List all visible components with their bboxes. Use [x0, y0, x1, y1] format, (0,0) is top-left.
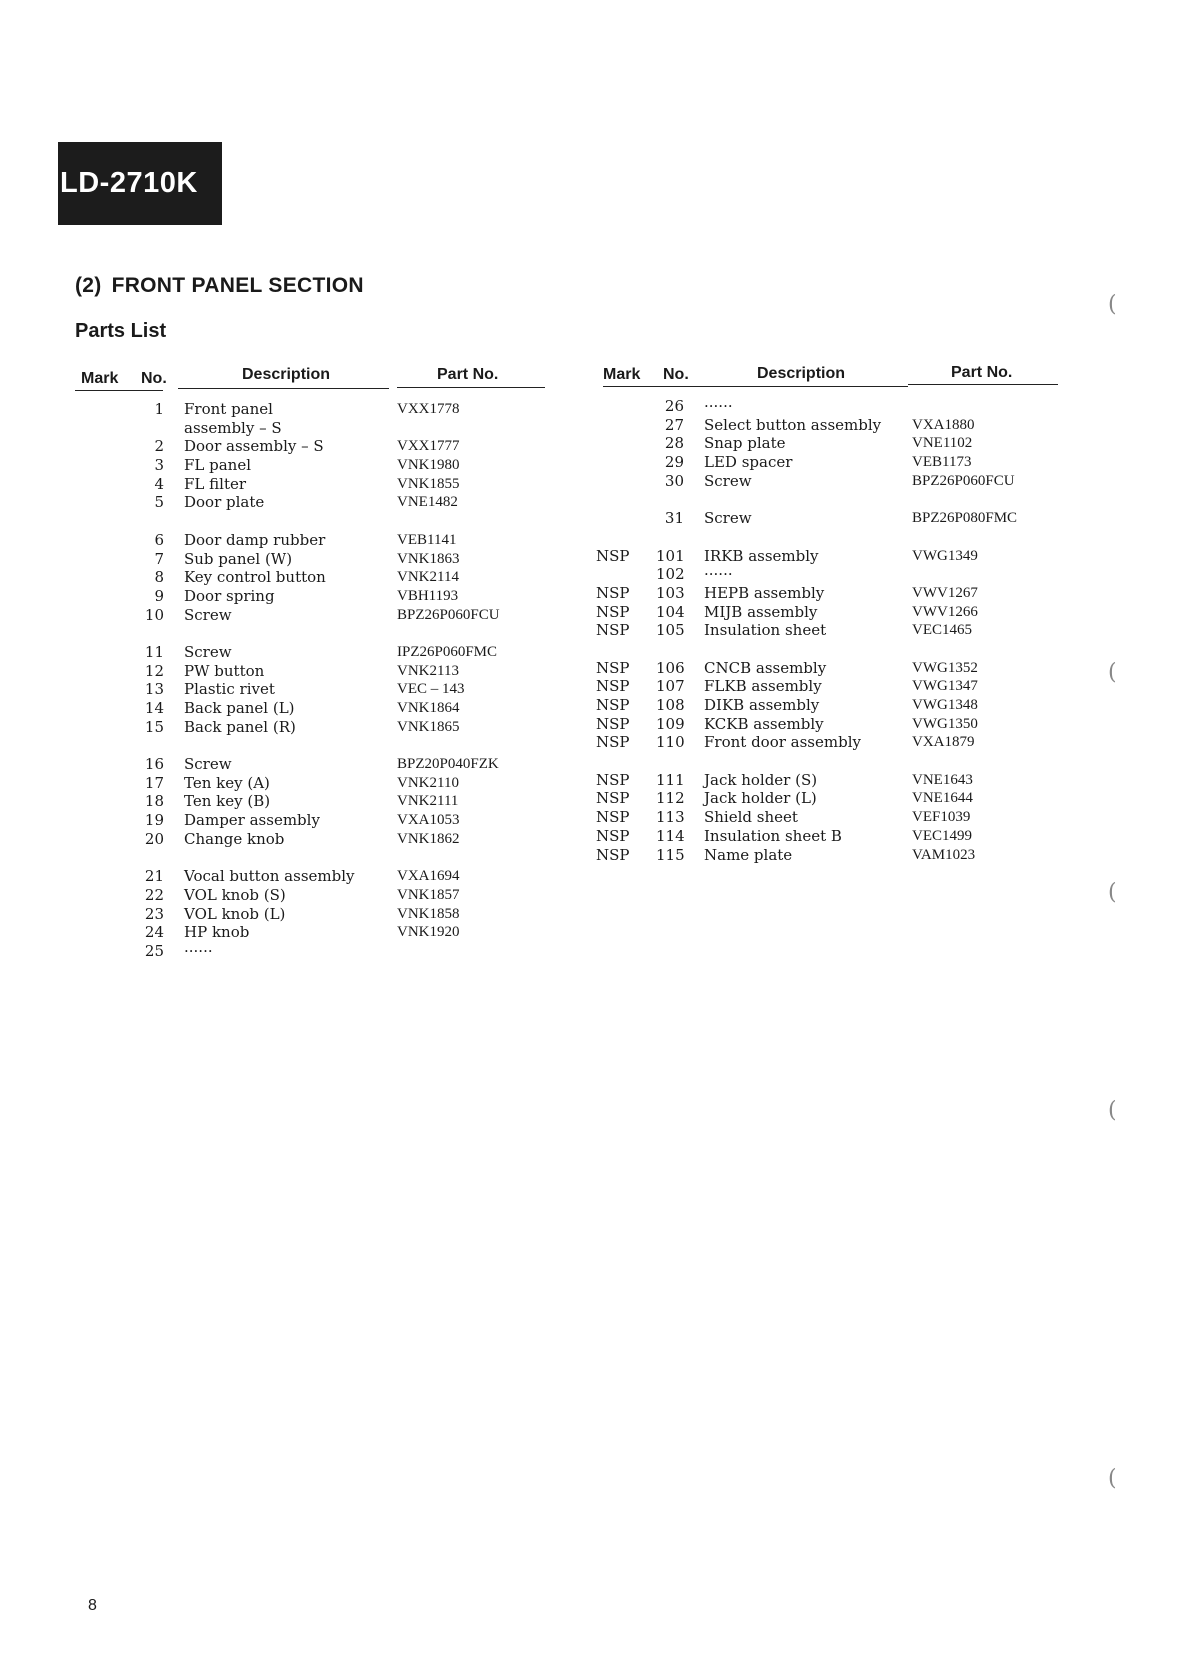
part-number-index: 6 [154, 530, 164, 549]
part-number: VNK1980 [397, 457, 460, 474]
table-row [0, 416, 1100, 435]
table-row [0, 603, 1100, 622]
part-number-index: 7 [154, 549, 164, 568]
part-number-index: 3 [154, 456, 164, 475]
part-number: VNK2110 [397, 774, 459, 791]
part-description: Back panel (R) [184, 717, 296, 736]
table-row [0, 808, 1100, 827]
part-number-index: 31 [664, 509, 684, 528]
part-number-index: 1 [154, 400, 164, 418]
table-row [0, 547, 1100, 566]
part-number-index: 109 [656, 714, 685, 733]
part-number-index: 103 [656, 583, 685, 602]
part-number-index: 30 [664, 471, 684, 490]
part-number: VNE1482 [397, 494, 458, 511]
part-number-index: 29 [664, 453, 684, 472]
table-row [0, 621, 1100, 640]
part-number: VNK1864 [397, 700, 460, 716]
part-description: DIKB assembly [704, 696, 820, 714]
part-description: HP knob [184, 923, 250, 942]
left-header-description: Description [242, 366, 331, 383]
part-number: VNK1920 [397, 924, 460, 941]
part-mark: NSP [596, 733, 630, 752]
margin-mark: ( [1108, 292, 1117, 317]
part-number-index: 21 [144, 867, 164, 886]
part-number: VNK1857 [397, 886, 460, 903]
table-row [0, 715, 1100, 734]
part-number: VNE1102 [912, 435, 973, 452]
part-mark: NSP [596, 808, 630, 827]
part-number: VEC – 143 [397, 681, 465, 698]
left-header-part-no: Part No. [437, 366, 499, 383]
part-number-index: 15 [144, 717, 164, 736]
right-header-no: No. [663, 366, 689, 383]
table-row [0, 397, 1100, 416]
table-row [0, 696, 1100, 715]
table-row [0, 509, 1100, 528]
part-description: MIJB assembly [704, 602, 818, 621]
part-description: FL panel [184, 456, 252, 475]
part-number-index: 104 [656, 602, 685, 621]
part-mark: NSP [596, 677, 630, 696]
part-description: CNCB assembly [704, 658, 827, 677]
part-description: VOL knob (S) [184, 885, 286, 904]
left-header-rule-3 [397, 387, 545, 388]
part-description: Snap plate [704, 434, 786, 453]
part-number: VNK1855 [397, 475, 460, 492]
part-number-index: 108 [656, 696, 685, 714]
table-row [0, 677, 1100, 696]
part-description: Door spring [184, 586, 275, 605]
part-number-index: 27 [664, 415, 684, 434]
table-row [0, 846, 1100, 865]
part-description: Vocal button assembly [184, 867, 355, 886]
part-number: VWV1267 [912, 584, 978, 601]
part-mark: NSP [596, 583, 630, 602]
part-description: Insulation sheet B [704, 826, 842, 845]
part-number: BPZ26P080FMC [912, 510, 1018, 527]
part-description: PW button [184, 661, 265, 680]
table-row [0, 942, 580, 961]
part-number: VXA1694 [397, 868, 460, 885]
part-number-index: 13 [144, 680, 164, 699]
right-header-rule-1 [603, 386, 908, 387]
part-number: VXA1879 [912, 734, 975, 751]
part-number: VEC1465 [912, 622, 972, 639]
part-mark: NSP [596, 714, 630, 733]
row-gap [0, 640, 1100, 659]
part-number-index: 107 [656, 677, 685, 696]
part-mark: NSP [596, 621, 630, 640]
part-number-index: 5 [154, 493, 164, 512]
part-description: Door plate [184, 493, 265, 512]
left-header-rule-1 [75, 390, 163, 391]
part-description: Jack holder (S) [704, 770, 818, 789]
part-description: Front panel [184, 400, 273, 418]
part-number: VNK1862 [397, 830, 460, 847]
part-description: Sub panel (W) [184, 549, 293, 568]
part-number-index: 2 [154, 437, 164, 456]
part-number: VNE1643 [912, 771, 973, 788]
part-description: FL filter [184, 474, 247, 493]
row-gap [0, 490, 1100, 509]
part-number: VNE1644 [912, 790, 973, 807]
section-title [75, 274, 364, 298]
part-number-index: 113 [656, 808, 685, 827]
part-description: VOL knob (L) [184, 904, 286, 923]
right-header-description: Description [757, 365, 846, 382]
table-row [0, 905, 580, 924]
part-number-index: 28 [664, 434, 684, 453]
part-description: Screw [184, 642, 232, 661]
part-mark: NSP [596, 696, 630, 714]
table-row [0, 659, 1100, 678]
right-header-mark: Mark [603, 366, 641, 383]
part-description: ······ [704, 397, 733, 415]
left-header-rule-2 [178, 388, 389, 389]
part-description: KCKB assembly [704, 714, 824, 733]
part-mark: NSP [596, 602, 630, 621]
part-number-index: 8 [154, 568, 164, 587]
part-number: VXX1777 [397, 438, 460, 455]
part-description: Insulation sheet [704, 621, 827, 640]
margin-mark: ( [1108, 1466, 1117, 1491]
margin-mark: ( [1108, 1098, 1117, 1123]
part-number: VXX1778 [397, 401, 460, 417]
left-header-no: No. [141, 370, 167, 387]
part-number: VAM1023 [912, 846, 976, 863]
part-number-index: 26 [664, 397, 684, 415]
part-number: BPZ26P060FCU [912, 472, 1015, 489]
part-number: BPZ26P060FCU [397, 606, 500, 623]
part-number-index: 4 [154, 474, 164, 493]
part-description: Change knob [184, 829, 285, 848]
part-number-index: 19 [144, 811, 164, 830]
part-number-index: 115 [656, 845, 685, 864]
left-header-mark: Mark [81, 370, 119, 387]
part-number-index: 112 [656, 789, 685, 808]
part-number: VEC1499 [912, 827, 972, 844]
part-description: FLKB assembly [704, 677, 822, 696]
part-number-index: 17 [144, 773, 164, 792]
table-row [0, 886, 580, 905]
part-number-index: 110 [656, 733, 685, 752]
part-number: VEB1141 [397, 531, 457, 548]
table-row [0, 867, 580, 886]
margin-mark: ( [1108, 880, 1117, 905]
part-description: Plastic rivet [184, 680, 275, 699]
part-number-index: 14 [144, 699, 164, 717]
part-number-index: 101 [656, 546, 685, 565]
table-row [0, 733, 1100, 752]
part-number: VWG1352 [912, 659, 978, 676]
part-mark: NSP [596, 845, 630, 864]
table-row [0, 453, 1100, 472]
parts-list-title: Parts List [75, 320, 167, 342]
part-description: Screw [704, 471, 752, 490]
part-description: Door damp rubber [184, 530, 326, 549]
part-description: assembly – S [184, 418, 282, 437]
part-mark: NSP [596, 546, 630, 565]
part-number: VWV1266 [912, 603, 978, 620]
part-number-index: 20 [144, 829, 164, 848]
table-row [0, 827, 1100, 846]
part-description: LED spacer [704, 453, 793, 472]
table-row [0, 472, 1100, 491]
part-number-index: 114 [656, 826, 685, 845]
part-number-index: 9 [154, 586, 164, 605]
part-description: Screw [184, 605, 232, 624]
part-number: VWG1349 [912, 547, 978, 564]
part-number: VWG1347 [912, 678, 978, 695]
table-row [0, 789, 1100, 808]
part-number: VWG1350 [912, 715, 978, 732]
model-label: LD-2710K [58, 142, 222, 225]
part-description: Back panel (L) [184, 699, 295, 717]
part-number-index: 16 [144, 755, 164, 774]
table-row [0, 771, 1100, 790]
part-number-index: 10 [144, 605, 164, 624]
part-description: IRKB assembly [704, 546, 819, 565]
part-number-index: 11 [144, 642, 164, 661]
row-gap [0, 528, 1100, 547]
part-number: VNK1863 [397, 550, 460, 567]
part-number-index: 111 [656, 770, 685, 789]
part-description: Ten key (B) [184, 792, 271, 811]
part-number-index: 24 [144, 923, 164, 942]
part-number-index: 102 [656, 565, 685, 584]
section-title-text: FRONT PANEL SECTION [111, 274, 364, 297]
part-number: VEB1173 [912, 454, 972, 471]
part-description: Ten key (A) [184, 773, 270, 792]
part-description: HEPB assembly [704, 583, 825, 602]
part-description: ······ [184, 941, 213, 960]
part-number-index: 22 [144, 885, 164, 904]
section-number: (2) [75, 274, 102, 297]
part-mark: NSP [596, 789, 630, 808]
part-number-index: 12 [144, 661, 164, 680]
margin-mark: ( [1108, 660, 1117, 685]
part-number-index: 18 [144, 792, 164, 811]
part-number: VNK1858 [397, 905, 460, 922]
right-header-part-no: Part No. [951, 364, 1013, 381]
part-number: VNK2111 [397, 793, 459, 810]
part-description: Select button assembly [704, 415, 882, 434]
part-number: BPZ20P040FZK [397, 756, 499, 773]
right-parts-table [0, 397, 1100, 864]
part-number-index: 106 [656, 658, 685, 677]
table-row [0, 434, 1100, 453]
right-header-rule-2 [908, 384, 1058, 385]
part-description: Front door assembly [704, 733, 861, 752]
table-row [0, 565, 1100, 584]
part-mark: NSP [596, 658, 630, 677]
part-description: Name plate [704, 845, 793, 864]
part-number: VBH1193 [397, 587, 459, 604]
part-description: Door assembly – S [184, 437, 324, 456]
part-description: Jack holder (L) [704, 789, 817, 808]
part-description: Screw [184, 755, 232, 774]
part-number: VWG1348 [912, 697, 978, 713]
part-number: VNK2113 [397, 662, 459, 679]
page-number: 8 [88, 1597, 97, 1614]
row-gap [0, 752, 1100, 771]
part-mark: NSP [596, 826, 630, 845]
part-number: VXA1880 [912, 416, 975, 433]
part-number-index: 25 [144, 941, 164, 960]
part-description: Key control button [184, 568, 326, 587]
part-mark: NSP [596, 770, 630, 789]
part-description: Damper assembly [184, 811, 320, 830]
table-row [0, 584, 1100, 603]
part-description: Shield sheet [704, 808, 798, 827]
part-number: VNK2114 [397, 569, 459, 586]
table-row [0, 923, 580, 942]
part-number: VXA1053 [397, 812, 460, 829]
part-number: VNK1865 [397, 718, 460, 735]
part-description: Screw [704, 509, 752, 528]
part-number-index: 105 [656, 621, 685, 640]
part-number-index: 23 [144, 904, 164, 923]
part-number: IPZ26P060FMC [397, 643, 498, 660]
part-description: ······ [704, 565, 733, 584]
part-number: VEF1039 [912, 809, 971, 826]
